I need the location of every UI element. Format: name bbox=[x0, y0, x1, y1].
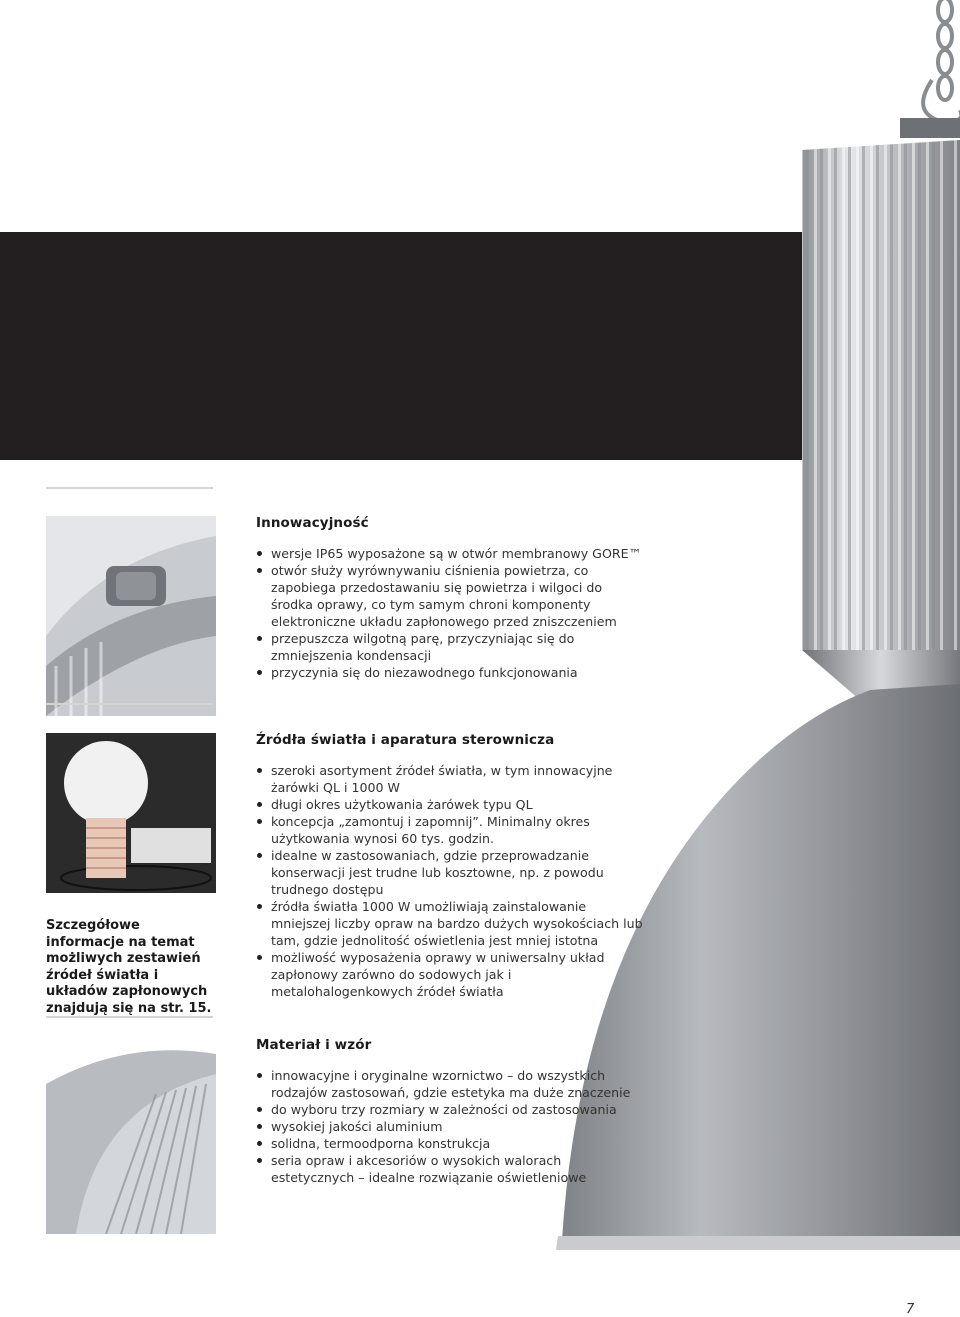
list-item: przepuszcza wilgotną parę, przyczyniając się do zmniejszenia kondensacji bbox=[256, 630, 646, 664]
sidenote: Szczegółowe informacje na temat możliwych zestawień źródeł światła i układów zapłonowych znajdują się na str. 15. bbox=[46, 918, 212, 1016]
section-divider bbox=[46, 487, 213, 489]
bullet-list bbox=[256, 545, 646, 681]
bullet-list bbox=[256, 762, 646, 1000]
list-item: solidna, termoodporna konstrukcja bbox=[256, 1135, 646, 1152]
list-item: przyczynia się do niezawodnego funkcjonowania bbox=[256, 664, 646, 681]
list-item: idealne w zastosowaniach, gdzie przeprowadzanie konserwacji jest trudne lub kosztowne, np. z powodu trudnego dostępu bbox=[256, 847, 646, 898]
section-title: Materiał i wzór bbox=[256, 1037, 372, 1053]
list-item: koncepcja „zamontuj i zapomnij”. Minimalny okres użytkowania wynosi 60 tys. godzin. bbox=[256, 813, 646, 847]
membrane-detail-photo bbox=[46, 516, 216, 716]
list-item: seria opraw i akcesoriów o wysokich walorach estetycznych – idealne rozwiązanie oświetleniowe bbox=[256, 1152, 646, 1186]
section-title: Źródła światła i aparatura sterownicza bbox=[256, 732, 555, 748]
section-innovation bbox=[256, 515, 646, 681]
reflector-photo bbox=[46, 1044, 216, 1234]
page-number: 7 bbox=[906, 1302, 915, 1317]
section-title: Innowacyjność bbox=[256, 515, 369, 531]
list-item: szeroki asortyment źródeł światła, w tym innowacyjne żarówki QL i 1000 W bbox=[256, 762, 646, 796]
section-divider bbox=[46, 703, 213, 705]
list-item: długi okres użytkowania żarówek typu QL bbox=[256, 796, 646, 813]
list-item: innowacyjne i oryginalne wzornictwo – do wszystkich rodzajów zastosowań, gdzie estetyka ma duże znaczenie bbox=[256, 1067, 646, 1101]
section-light-sources bbox=[256, 732, 646, 1000]
list-item: do wyboru trzy rozmiary w zależności od zastosowania bbox=[256, 1101, 646, 1118]
list-item: źródła światła 1000 W umożliwiają zainstalowanie mniejszej liczby opraw na bardzo dużych wysokościach lub tam, gdzie jednolitość oświetlenia jest mniej istotna bbox=[256, 898, 646, 949]
bullet-list bbox=[256, 1067, 646, 1186]
list-item: wysokiej jakości aluminium bbox=[256, 1118, 646, 1135]
list-item: otwór służy wyrównywaniu ciśnienia powietrza, co zapobiega przedostawaniu się powietrza i wilgoci do środka oprawy, co tym samym chroni komponenty elektroniczne układu zapłonowego przed zniszczeniem bbox=[256, 562, 646, 630]
list-item: wersje IP65 wyposażone są w otwór membranowy GORE™ bbox=[256, 545, 646, 562]
list-item: możliwość wyposażenia oprawy w uniwersalny układ zapłonowy zarówno do sodowych jak i metalohalogenkowych źródeł światła bbox=[256, 949, 646, 1000]
light-source-photo bbox=[46, 733, 216, 893]
section-material bbox=[256, 1037, 646, 1186]
section-divider bbox=[46, 1016, 213, 1018]
